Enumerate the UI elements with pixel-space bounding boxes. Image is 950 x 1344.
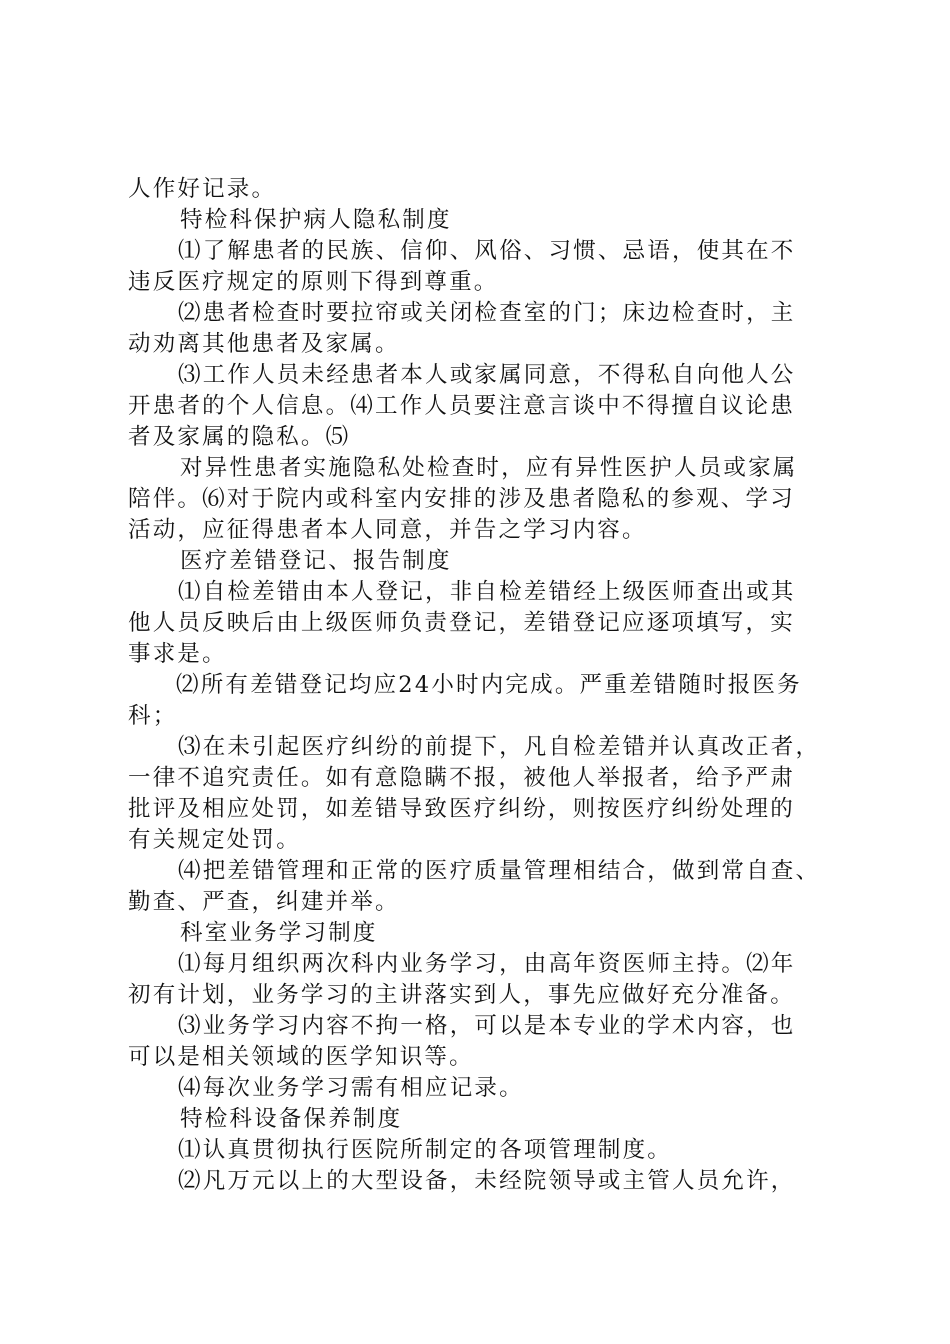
body-text-line: 活动，应征得患者本人同意，并告之学习内容。 [128,517,647,543]
body-text-line: 有关规定处罚。 [128,827,301,853]
list-item-line: ⑴认真贯彻执行医院所制定的各项管理制度。 [178,1137,673,1163]
list-item-line: ⑶业务学习内容不拘一格，可以是本专业的学术内容，也 [178,1013,796,1039]
list-item-line: ⑷把差错管理和正常的医疗质量管理相结合，做到常自查、 [178,858,821,884]
body-text-line: 者及家属的隐私。⑸ [128,424,351,450]
section-heading-patient-privacy: 特检科保护病人隐私制度 [180,207,452,233]
list-item-line: ⑴自检差错由本人登记，非自检差错经上级医师查出或其 [178,579,796,605]
list-item-line: ⑶工作人员未经患者本人或家属同意，不得私自向他人公 [178,362,796,388]
body-text-line: 可以是相关领域的医学知识等。 [128,1044,474,1070]
list-item-line: ⑴了解患者的民族、信仰、风俗、习惯、忌语，使其在不 [178,238,796,264]
section-heading-equipment: 特检科设备保养制度 [180,1106,403,1132]
body-text-line: 事求是。 [128,641,227,667]
body-text-line: 动劝离其他患者及家属。 [128,331,400,357]
body-text-line: 开患者的个人信息。⑷工作人员要注意言谈中不得擅自议论患 [128,393,795,419]
body-text-line: 批评及相应处罚，如差错导致医疗纠纷，则按医疗纠纷处理的 [128,796,795,822]
section-heading-study: 科室业务学习制度 [180,920,378,946]
body-text-line: 对异性患者实施隐私处检查时，应有异性医护人员或家属 [180,455,798,481]
list-item-line: ⑵所有差错登记均应24小时内完成。严重差错随时报医务 [176,672,802,698]
list-item-line: ⑵患者检查时要拉帘或关闭检查室的门；床边检查时，主 [178,300,796,326]
list-item-line: ⑵凡万元以上的大型设备，未经院领导或主管人员允许， [178,1168,796,1194]
body-text-line: 一律不追究责任。如有意隐瞒不报，被他人举报者，给予严肃 [128,765,795,791]
body-text-line: 初有计划，业务学习的主讲落实到人，事先应做好充分准备。 [128,982,795,1008]
body-text-line: 人作好记录。 [128,176,277,202]
list-item-line: ⑷每次业务学习需有相应记录。 [178,1075,524,1101]
body-text-line: 陪伴。⑹对于院内或科室内安排的涉及患者隐私的参观、学习 [128,486,795,512]
body-text-line: 他人员反映后由上级医师负责登记，差错登记应逐项填写，实 [128,610,795,636]
body-text-line: 科； [128,703,178,729]
list-item-line: ⑶在未引起医疗纠纷的前提下，凡自检差错并认真改正者， [178,734,821,760]
body-text-line: 勤查、严查，纠建并举。 [128,889,400,915]
section-heading-error-reporting: 医疗差错登记、报告制度 [180,548,452,574]
list-item-line: ⑴每月组织两次科内业务学习，由高年资医师主持。⑵年 [178,951,796,977]
body-text-line: 违反医疗规定的原则下得到尊重。 [128,269,499,295]
